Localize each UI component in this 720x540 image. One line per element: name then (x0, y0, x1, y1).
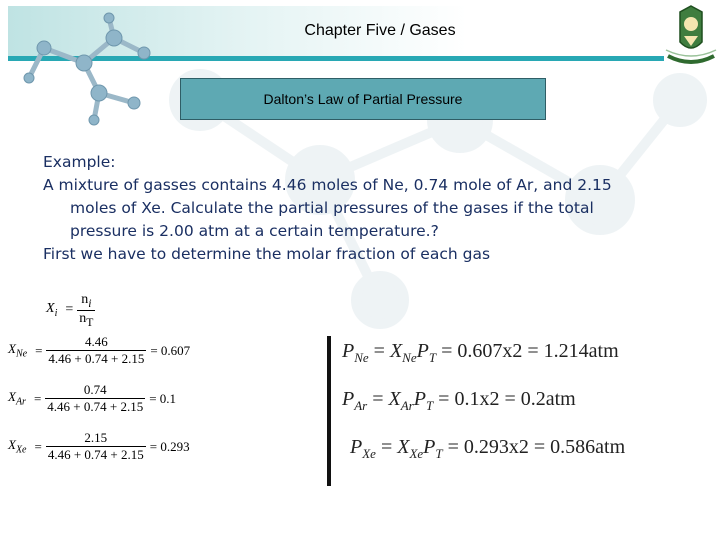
problem-line: A mixture of gasses contains 4.46 moles of Ne, 0.74 mole of Ar, and 2.15 (43, 176, 612, 194)
mole-fraction-definition: $X_i$ = $\frac{n_i}{n_T}$ (46, 292, 94, 329)
problem-line: pressure is 2.00 atm at a certain temperature.? (70, 222, 439, 240)
subtitle-text: Dalton’s Law of Partial Pressure (263, 91, 463, 107)
vertical-divider (327, 336, 331, 486)
problem-text (43, 151, 683, 266)
subtitle-box (180, 78, 546, 120)
molecule-icon (14, 8, 164, 128)
partial-pressure-xe: $P_{Xe} = X_{Xe}P_T = 0.293x2 = 0.586atm$ (350, 436, 626, 461)
example-label: Example: (43, 153, 116, 171)
mole-fraction-xe: $X_{Xe}$ = $\frac{2.15}{4.46 + 0.74 + 2.15}$ = 0.293 (8, 430, 190, 462)
mole-fraction-ar: $X_{Ar}$ = $\frac{0.74}{4.46 + 0.74 + 2.15}$ = 0.1 (8, 382, 177, 414)
chapter-title: Chapter Five / Gases (304, 22, 456, 39)
partial-pressure-ar: $P_{Ar} = X_{Ar}P_T = 0.1x2 = 0.2atm$ (342, 388, 576, 413)
mole-fraction-ne: $X_{Ne}$ = $\frac{4.46}{4.46 + 0.74 + 2.15}$ = 0.607 (8, 334, 191, 366)
university-logo-icon (662, 2, 720, 74)
partial-pressure-ne: $P_{Ne} = X_{Ne}P_T = 0.607x2 = 1.214atm$ (342, 340, 619, 365)
instruction-line: First we have to determine the molar fraction of each gas (43, 245, 491, 263)
problem-line: moles of Xe. Calculate the partial pressures of the gases if the total (70, 199, 594, 217)
